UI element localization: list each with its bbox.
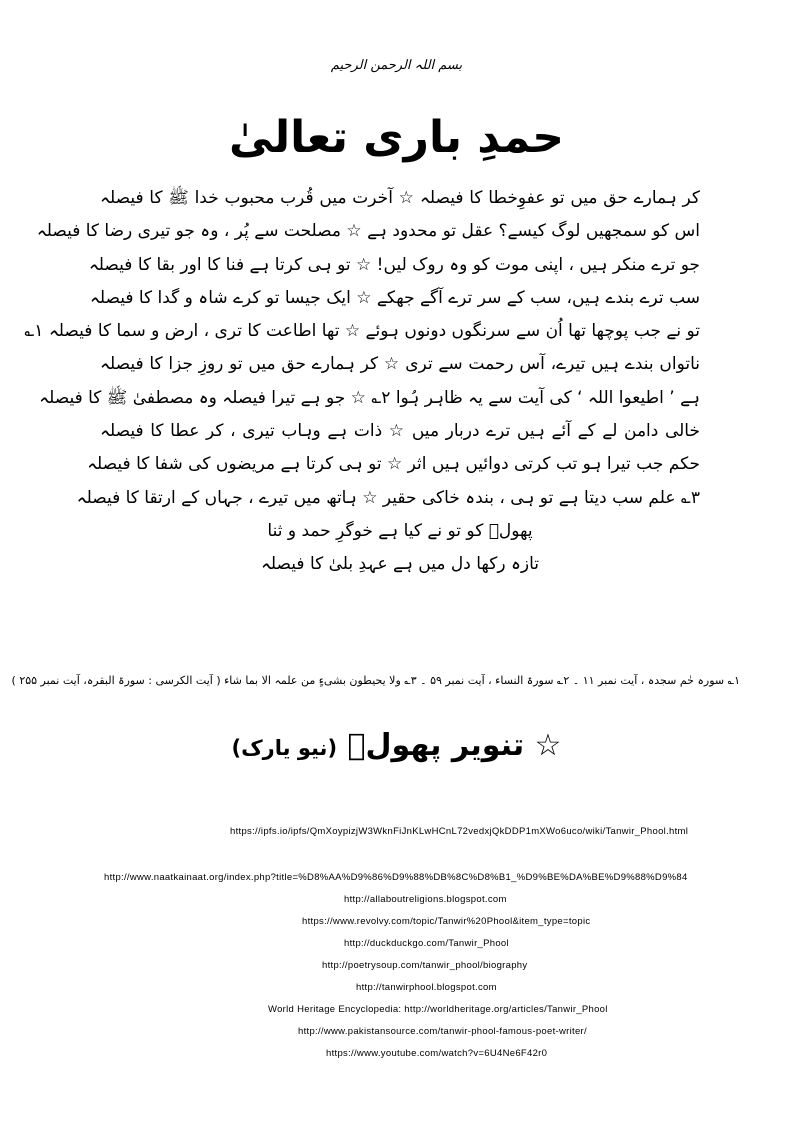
- verse-line: اس کو سمجھیں لوگ کیسے؟ عقل تو محدود ہے ☆ مصلحت سے پُر ، وہ جو تیری رضا کا فیصلہ: [36, 221, 700, 242]
- closing-verse-line: تازہ رکھا دل میں ہے عہدِ بلیٰ کا فیصلہ: [260, 554, 540, 575]
- verse-line: حکم جب تیرا ہو تب کرتی دوائیں ہیں اثر ☆ تو ہی کرتا ہے مریضوں کی شفا کا فیصلہ: [87, 454, 700, 475]
- reference-link[interactable]: http://allaboutreligions.blogspot.com: [344, 894, 507, 905]
- reference-link[interactable]: https://ipfs.io/ipfs/QmXoypizjW3WknFiJnKLwHCnL72vedxjQkDDP1mXWo6uco/wiki/Tanwir_Phool.html: [230, 826, 689, 837]
- poem-verses: [24, 182, 700, 582]
- reference-link[interactable]: http://tanwirphool.blogspot.com: [356, 982, 497, 993]
- reference-link[interactable]: http://www.naatkainaat.org/index.php?title=%D8%AA%D9%86%D9%88%DB%8C%D8%B1_%D9%BE%DA%BE%D9%88%D9%84: [104, 872, 688, 883]
- verse-line: سب ترے بندے ہیں، سب کے سر ترے آگے جھکے ☆ ایک جیسا تو کرے شاہ و گدا کا فیصلہ: [89, 287, 700, 308]
- poem-title: حمدِ باری تعالیٰ: [229, 112, 564, 163]
- verse-line: ۳؎ علم سب دیتا ہے تو ہی ، بندہ خاکی حقیر ☆ ہاتھ میں تیرے ، جہاں کے ارتقا کا فیصلہ: [76, 487, 700, 508]
- verse-line: خالی دامن لے کے آئے ہیں ترے دربار میں ☆ ذات ہے وہاب تیری ، کر عطا کا فیصلہ: [100, 421, 700, 442]
- verse-line: ناتواں بندے ہیں تیرے، آس رحمت سے تری ☆ کر ہمارے حق میں تو روزِ جزا کا فیصلہ: [100, 354, 700, 375]
- closing-verse-line: پھولؔ کو تو نے کیا ہے خوگرِ حمد و ثنا: [267, 520, 533, 541]
- reference-link[interactable]: https://www.youtube.com/watch?v=6U4Ne6F42r0: [326, 1048, 548, 1059]
- reference-link[interactable]: http://poetrysoup.com/tanwir_phool/biography: [322, 960, 528, 971]
- author-location: (نیو یارک): [231, 736, 338, 760]
- reference-link[interactable]: World Heritage Encyclopedia: http://worldheritage.org/articles/Tanwir_Phool: [268, 1004, 608, 1015]
- verse-line: کر ہمارے حق میں تو عفوِخطا کا فیصلہ ☆ آخرت میں قُرب محبوب خدا ﷺ کا فیصلہ: [100, 188, 700, 208]
- footnotes: ۱؎ سورہ حٰم سجدہ ، آیت نمبر ۱۱ ۔ ۲؎ سورۃ النساء ، آیت نمبر ۵۹ ۔ ۳؎ ولا یحیطون بشیءٍ من علمہ الا بما شاء ( آیت الکرسی : سورۃ البقرہ، آیت نمبر ۲۵۵ ): [11, 674, 740, 687]
- reference-link[interactable]: https://www.revolvy.com/topic/Tanwir%20Phool&item_type=topic: [302, 916, 591, 927]
- verse-line: تو نے جب پوچھا تھا اُن سے سرنگوں دونوں ہوئے ☆ تھا اطاعت کا تری ، ارض و سما کا فیصلہ ۱؎: [24, 321, 700, 342]
- reference-link[interactable]: http://duckduckgo.com/Tanwir_Phool: [344, 938, 509, 949]
- author-signature: [0, 720, 793, 774]
- verse-line: جو ترے منکر ہیں ، اپنی موت کو وہ روک لیں! ☆ تو ہی کرتا ہے فنا کا اور بقا کا فیصلہ: [88, 254, 700, 275]
- author-name: ☆ تنویر پھولؔ: [347, 728, 562, 763]
- verse-line: ہے ’ اطیعوا اللہ ‘ کی آیت سے یہ ظاہر ہُوا ۲؎ ☆ جو ہے تیرا فیصلہ وہ مصطفیٰ ﷺ کا فیصلہ: [39, 387, 700, 408]
- bismillah-heading: بسم اللہ الرحمن الرحیم: [330, 58, 463, 73]
- reference-link[interactable]: http://www.pakistansource.com/tanwir-phool-famous-poet-writer/: [298, 1026, 587, 1037]
